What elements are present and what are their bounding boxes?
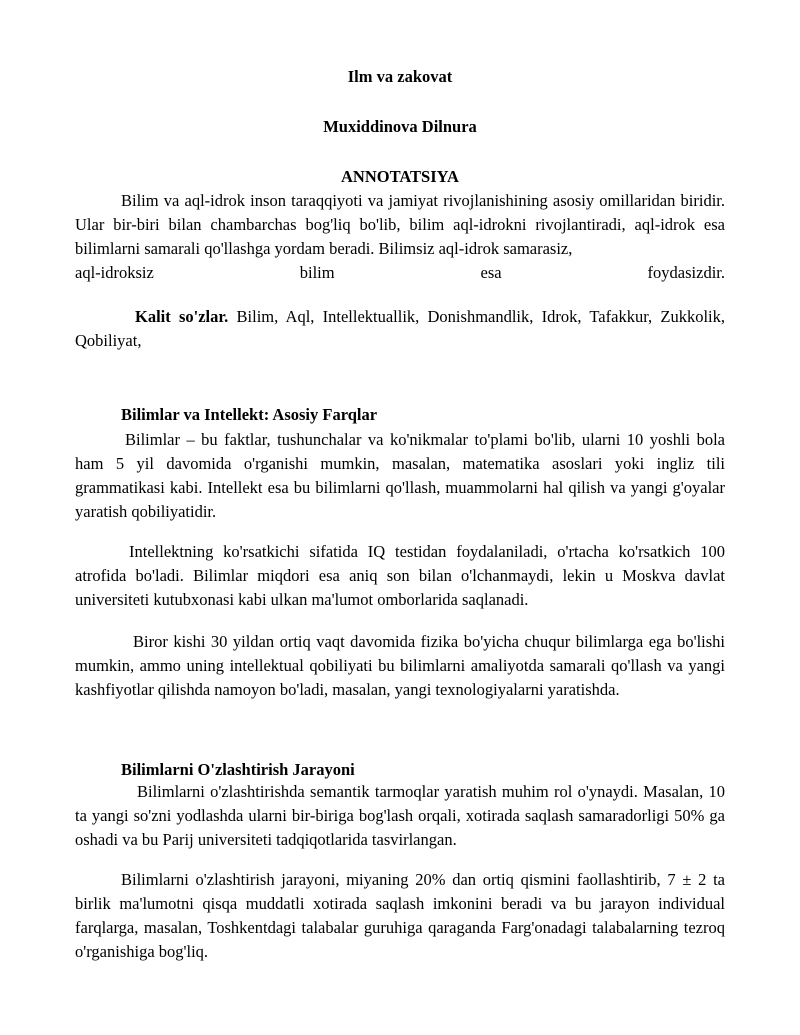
annotation-heading: ANNOTATSIYA: [341, 167, 459, 186]
section1-paragraph-1-block: [75, 428, 725, 524]
section2-heading-block: [75, 758, 725, 782]
keywords-paragraph: [75, 305, 725, 353]
document-title: Ilm va zakovat: [347, 67, 453, 86]
document-author: Muxiddinova Dilnura: [323, 117, 477, 136]
annotation-text-last-line: aql-idroksiz bilim esa foydasizdir.: [75, 263, 725, 282]
section2-paragraph-2-block: [75, 868, 725, 964]
section1-heading: Bilimlar va Intellekt: Asosiy Farqlar: [121, 405, 378, 424]
keywords-text: Bilim, Aql, Intellektuallik, Donishmandlik, Idrok, Tafakkur, Zukkolik, Qobiliyat,: [75, 307, 725, 350]
keywords-block: [75, 305, 725, 353]
section2-paragraph-1: Bilimlarni o'zlashtirishda semantik tarmoqlar yaratish muhim rol o'ynaydi. Masalan, 10 ta yangi so'zni yodlashda ularni bir-biriga bog'lash orqali, xotirada saqlash samaradorligi 50% ga oshadi va bu Parij universiteti tadqiqotlarida tasvirlangan.: [75, 782, 725, 849]
section2-heading: Bilimlarni O'zlashtirish Jarayoni: [121, 760, 355, 779]
section1-heading-block: [75, 403, 725, 427]
section1-paragraph-2-block: [75, 540, 725, 612]
section2-paragraph-1-block: [75, 780, 725, 852]
section1-paragraph-2: Intellektning ko'rsatkichi sifatida IQ testidan foydalaniladi, o'rtacha ko'rsatkich 100 atrofida bo'ladi. Bilimlar miqdori esa aniq son bilan o'lchanmaydi, lekin u Moskva davlat universiteti kutubxonasi kabi ulkan ma'lumot omborlarida saqlanadi.: [75, 542, 725, 609]
section1-paragraph-3-block: [75, 630, 725, 702]
annotation-text: Bilim va aql-idrok inson taraqqiyoti va jamiyat rivojlanishining asosiy omillaridan biridir. Ular bir-biri bilan chambarchas bog'liq bo'lib, bilim aql-idrokni rivojlantiradi, aql-idrok esa bilimlarni samarali qo'llashga yordam beradi. Bilimsiz aql-idrok samarasiz,: [75, 191, 725, 258]
annotation-block: [75, 189, 725, 285]
keywords-label: Kalit so'zlar.: [135, 307, 229, 326]
section1-paragraph-3: Biror kishi 30 yildan ortiq vaqt davomida fizika bo'yicha chuqur bilimlarga ega bo'lishi mumkin, ammo uning intellektual qobiliyati bu bilimlarni amaliyotda samarali qo'llash va yangi kashfiyotlar qilishda namoyon bo'ladi, masalan, yangi texnologiyalarni yaratishda.: [75, 632, 725, 699]
section1-paragraph-1: Bilimlar – bu faktlar, tushunchalar va ko'nikmalar to'plami bo'lib, ularni 10 yoshli bola ham 5 yil davomida o'rganishi mumkin, masalan, matematika asoslari yoki ingliz tili grammatikasi kabi. Intellekt esa bu bilimlarni qo'llash, muammolarni hal qilish va yangi g'oyalar yaratish qobiliyatidir.: [75, 430, 725, 521]
section2-paragraph-2: Bilimlarni o'zlashtirish jarayoni, miyaning 20% dan ortiq qismini faollashtirib, 7 ± 2 ta birlik ma'lumotni qisqa muddatli xotirada saqlash imkonini beradi va bu jarayon individual farqlarga, masalan, Toshkentdagi talabalar guruhiga qaraganda Farg'onadagi talabalarning tezroq o'rganishiga bog'liq.: [75, 870, 725, 961]
